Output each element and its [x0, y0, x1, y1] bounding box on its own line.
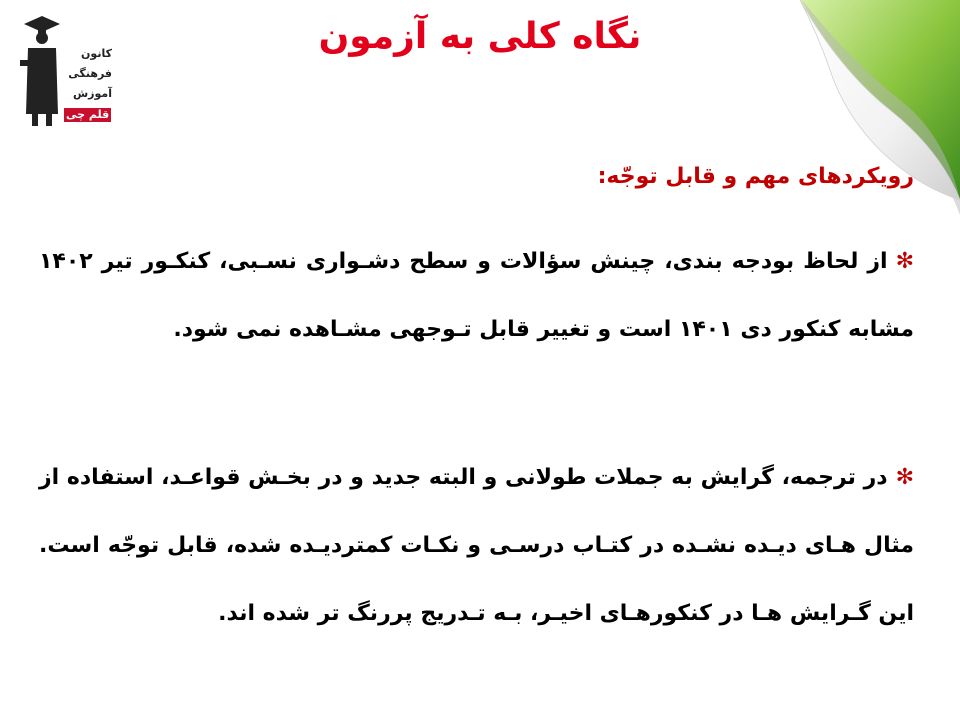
- graduate-icon: [18, 14, 62, 126]
- paragraph-text: از لحاظ بودجه بندی، چینش سؤالات و سطح دشـواری نسـبی، کنکـور تیر ۱۴۰۲ مشابه کنکور دی ۱۴۰۱ است و تغییر قابل تـوجهی مشـاهده نمی شود.: [39, 249, 914, 342]
- logo-line-2: فرهنگی: [68, 67, 112, 80]
- asterisk-bullet-icon: ✻: [895, 465, 914, 490]
- logo-line-4: قلم چی: [66, 108, 110, 121]
- logo-line-1: کانون: [81, 47, 112, 60]
- organization-logo: [18, 14, 112, 126]
- bullet-paragraph-1: [39, 228, 914, 364]
- bullet-paragraph-2: [39, 444, 914, 648]
- asterisk-bullet-icon: ✻: [895, 249, 914, 274]
- logo-line-3: آموزش: [73, 87, 112, 100]
- section-subheading: رویکردهای مهم و قابل توجّه:: [597, 164, 914, 189]
- paragraph-text: در ترجمه، گرایش به جملات طولانی و البته جدید و در بخـش قواعـد، استفاده از مثال هـای دیـده نشـده در کتـاب درسـی و نکـات کمتردیـده شده، قابل توجّه است. این گـرایش هـا در کنکورهـای اخیـر، بـه تـدریج پررنگ تر شده اند.: [39, 465, 914, 626]
- slide-title: نگاه کلی به آزمون: [318, 16, 642, 57]
